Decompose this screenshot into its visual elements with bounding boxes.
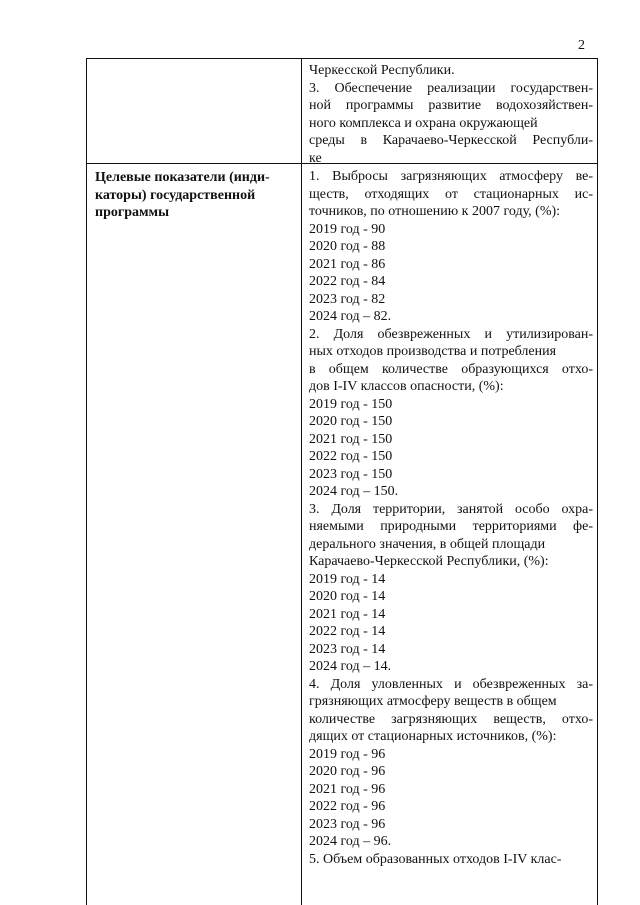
indicator-line: 2022 год - 14	[309, 624, 386, 639]
text-line: среды в Карачаево-Черкесской Республи-	[309, 133, 593, 148]
indicator-line: дящих от стационарных источников, (%):	[309, 729, 557, 744]
indicator-line: 2020 год - 88	[309, 239, 386, 254]
text-line: 3. Обеспечение реализации государствен-	[309, 80, 593, 96]
indicator-line: 2020 год - 96	[309, 764, 386, 779]
indicator-line: в общем количестве образующихся отхо-	[309, 361, 593, 377]
text-line: Черкесской Республики.	[309, 63, 455, 78]
indicator-line: 2022 год - 84	[309, 274, 386, 289]
indicator-line: ществ, отходящих от стационарных ис-	[309, 186, 593, 202]
indicator-line: 2019 год - 90	[309, 221, 386, 237]
indicator-line: 2022 год - 150	[309, 449, 393, 464]
indicator-line: 5. Объем образованных отходов I-IV клас-	[309, 851, 562, 867]
indicator-line: 2020 год - 14	[309, 589, 386, 604]
indicator-line: 2019 год - 14	[309, 571, 386, 587]
indicator-line: 2023 год - 82	[309, 291, 386, 307]
indicator-line: грязняющих атмосферу веществ в общем	[309, 694, 557, 709]
program-table	[86, 58, 598, 905]
indicator-line: количестве загрязняющих веществ, отхо-	[309, 711, 593, 727]
indicator-line: 2021 год - 150	[309, 431, 393, 447]
indicator-line: 2024 год – 96.	[309, 834, 392, 849]
indicator-line: 2024 год – 14.	[309, 659, 392, 674]
page-number: 2	[578, 38, 585, 53]
indicator-line: няемыми природными территориями фе-	[309, 519, 593, 534]
column-divider	[301, 164, 302, 905]
table-row-target-indicators	[87, 164, 597, 905]
indicator-line: 2024 год – 150.	[309, 484, 399, 499]
text-line: ке	[309, 150, 322, 166]
indicator-line: Карачаево-Черкесской Республики, (%):	[309, 554, 549, 569]
indicator-line: 2021 год - 96	[309, 781, 386, 797]
indicator-line: 2024 год – 82.	[309, 309, 392, 324]
indicator-line: точников, по отношению к 2007 году, (%):	[309, 204, 561, 219]
indicator-line: 2021 год - 14	[309, 606, 386, 622]
indicator-line: 2019 год - 150	[309, 396, 393, 412]
indicator-line: дерального значения, в общей площади	[309, 536, 546, 552]
top-row-right-cell	[309, 62, 593, 167]
indicator-line: 4. Доля уловленных и обезвреженных за-	[309, 676, 593, 692]
label-line: Целевые показатели (инди-	[95, 170, 270, 185]
text-line: ного комплекса и охрана окружающей	[309, 115, 538, 131]
indicator-line: 2022 год - 96	[309, 799, 386, 814]
indicator-line: 2023 год - 150	[309, 466, 393, 482]
label-line: каторы) государственной	[95, 187, 256, 203]
indicator-line: 3. Доля территории, занятой особо охра-	[309, 501, 593, 517]
indicator-line: 2021 год - 86	[309, 256, 386, 272]
column-divider	[301, 59, 302, 163]
indicator-line: ных отходов производства и потребления	[309, 344, 557, 359]
text-line: ной программы развитие водохозяйствен-	[309, 98, 593, 113]
indicator-line: 2023 год - 96	[309, 816, 386, 832]
indicator-line: 2020 год - 150	[309, 414, 393, 429]
table-row-continuation	[87, 58, 597, 164]
indicator-line: 2. Доля обезвреженных и утилизирован-	[309, 326, 593, 342]
indicator-line: 2023 год - 14	[309, 641, 386, 657]
target-indicators-values-cell	[309, 168, 593, 868]
indicator-line: дов I-IV классов опасности, (%):	[309, 379, 504, 394]
label-line: программы	[95, 205, 169, 220]
indicator-line: 1. Выбросы загрязняющих атмосферу ве-	[309, 169, 593, 184]
indicator-line: 2019 год - 96	[309, 746, 386, 762]
target-indicators-label-cell	[95, 169, 293, 222]
